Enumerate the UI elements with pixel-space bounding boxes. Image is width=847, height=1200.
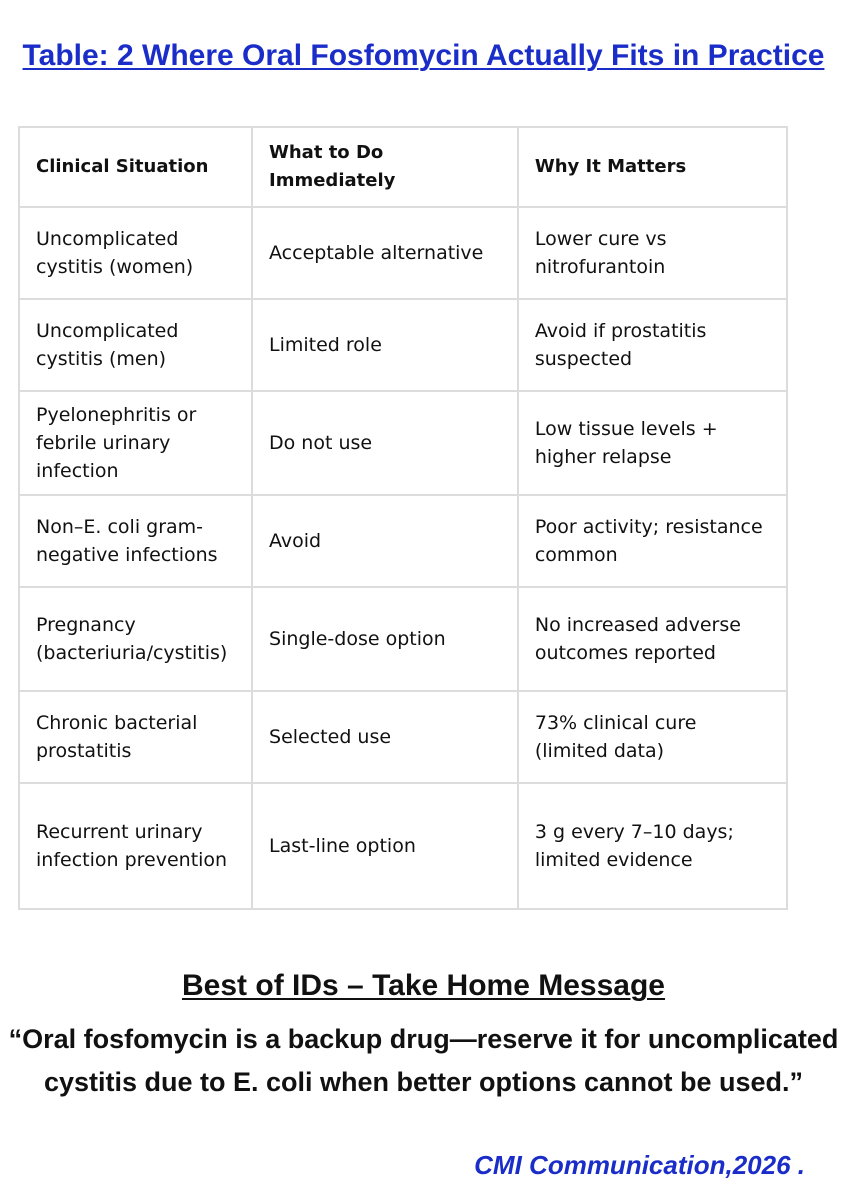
cell-action: Do not use — [252, 391, 518, 495]
table-row — [19, 391, 787, 495]
cell-action: Last-line option — [252, 783, 518, 909]
table-row — [19, 207, 787, 299]
take-home-message: “Oral fosfomycin is a backup drug—reserve it for uncomplicated cystitis due to E. coli when better options cannot be used.” — [8, 1024, 839, 1097]
table-row — [19, 587, 787, 691]
cell-reason: 73% clinical cure (limited data) — [518, 691, 787, 783]
cell-reason: Lower cure vs nitrofurantoin — [518, 207, 787, 299]
column-header-situation: Clinical Situation — [19, 127, 252, 207]
table-header-row — [19, 127, 787, 207]
cell-action: Single-dose option — [252, 587, 518, 691]
table-row — [19, 783, 787, 909]
credit-line: CMI Communication,2026 . — [474, 1150, 805, 1180]
cell-reason: 3 g every 7–10 days; limited evidence — [518, 783, 787, 909]
cell-action: Limited role — [252, 299, 518, 391]
cell-situation: Non–E. coli gram-negative infections — [19, 495, 252, 587]
table-row — [19, 495, 787, 587]
table-row — [19, 299, 787, 391]
cell-reason: Low tissue levels + higher relapse — [518, 391, 787, 495]
cell-reason: Avoid if prostatitis suspected — [518, 299, 787, 391]
take-home-heading: Best of IDs – Take Home Message — [182, 969, 665, 1002]
cell-reason: Poor activity; resistance common — [518, 495, 787, 587]
column-header-reason: Why It Matters — [518, 127, 787, 207]
cell-situation: Uncomplicated cystitis (men) — [19, 299, 252, 391]
cell-situation: Pyelonephritis or febrile urinary infection — [19, 391, 252, 495]
cell-action: Avoid — [252, 495, 518, 587]
table-title: Table: 2 Where Oral Fosfomycin Actually Fits in Practice — [22, 39, 825, 72]
fosfomycin-table — [18, 126, 788, 910]
cell-action: Selected use — [252, 691, 518, 783]
cell-action: Acceptable alternative — [252, 207, 518, 299]
table-row — [19, 691, 787, 783]
cell-situation: Recurrent urinary infection prevention — [19, 783, 252, 909]
cell-situation: Pregnancy (bacteriuria/cystitis) — [19, 587, 252, 691]
cell-situation: Uncomplicated cystitis (women) — [19, 207, 252, 299]
cell-situation: Chronic bacterial prostatitis — [19, 691, 252, 783]
column-header-action: What to Do Immediately — [252, 127, 518, 207]
cell-reason: No increased adverse outcomes reported — [518, 587, 787, 691]
